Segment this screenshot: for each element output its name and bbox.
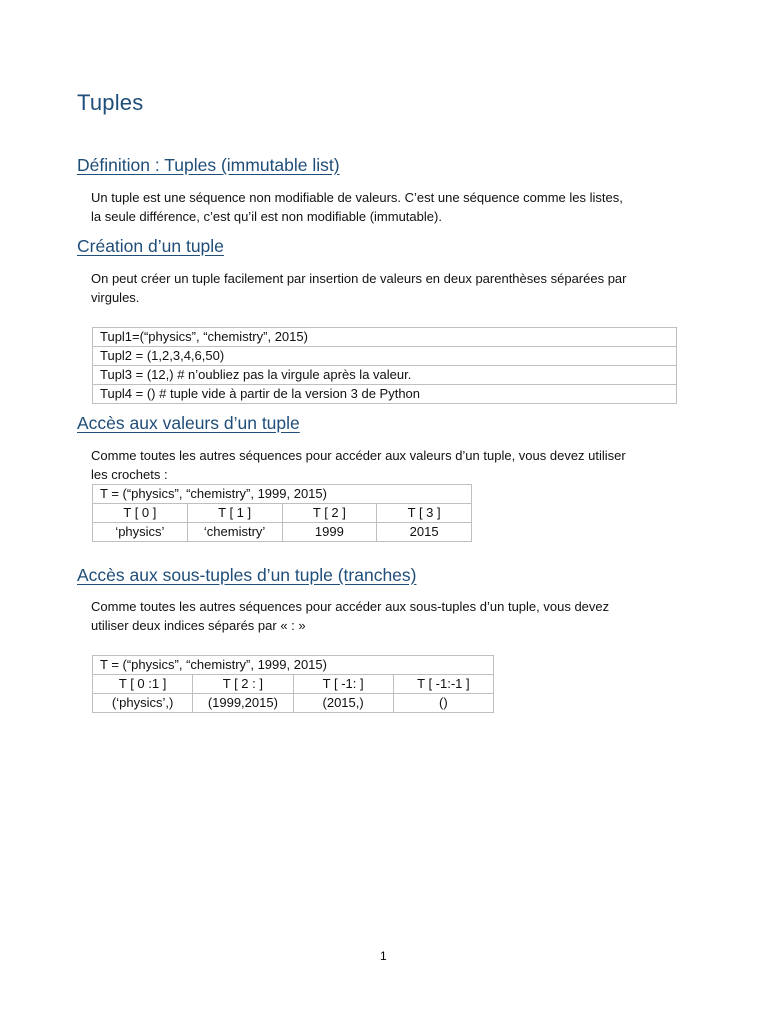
access-line: les crochets : (91, 467, 168, 482)
creation-paragraph (91, 269, 691, 307)
index-header-cell: T [ 2 ] (282, 504, 377, 523)
definition-line: la seule différence, c’est qu’il est non modifiable (immutable). (91, 209, 442, 224)
table-row (93, 385, 677, 404)
slices-paragraph (91, 597, 691, 635)
slices-table (92, 655, 494, 713)
value-cell: (2015,) (293, 694, 393, 713)
page-number: 1 (380, 949, 387, 963)
slice-header-cell: T [ 2 : ] (193, 675, 293, 694)
heading-definition: Définition : Tuples (immutable list) (77, 155, 340, 175)
heading-access: Accès aux valeurs d’un tuple (77, 413, 300, 433)
code-cell: Tupl3 = (12,) # n’oubliez pas la virgule après la valeur. (93, 366, 677, 385)
heading-creation: Création d’un tuple (77, 236, 224, 256)
code-cell: Tupl2 = (1,2,3,4,6,50) (93, 347, 677, 366)
access-index-table (92, 484, 472, 542)
table-row (93, 485, 472, 504)
table-caption-cell: T = (“physics”, “chemistry”, 1999, 2015) (93, 485, 472, 504)
access-line: Comme toutes les autres séquences pour accéder aux valeurs d’un tuple, vous devez utiliser (91, 448, 626, 463)
value-cell: (1999,2015) (193, 694, 293, 713)
slices-line: Comme toutes les autres séquences pour accéder aux sous-tuples d’un tuple, vous devez (91, 599, 610, 614)
access-paragraph (91, 446, 691, 484)
creation-line: On peut créer un tuple facilement par insertion de valeurs en deux parenthèses séparées par (91, 271, 627, 286)
table-row (93, 656, 494, 675)
table-row (93, 328, 677, 347)
value-cell: ‘physics’ (93, 523, 188, 542)
code-cell: Tupl4 = () # tuple vide à partir de la version 3 de Python (93, 385, 677, 404)
slice-header-cell: T [ -1: ] (293, 675, 393, 694)
heading-slices: Accès aux sous-tuples d’un tuple (tranches) (77, 565, 417, 585)
index-header-cell: T [ 3 ] (377, 504, 472, 523)
creation-line: virgules. (91, 290, 140, 305)
code-cell: Tupl1=(“physics”, “chemistry”, 2015) (93, 328, 677, 347)
page-title: Tuples (77, 90, 144, 115)
value-cell: (‘physics’,) (93, 694, 193, 713)
definition-paragraph (91, 188, 691, 226)
value-cell: 1999 (282, 523, 377, 542)
value-cell: () (393, 694, 493, 713)
slice-header-cell: T [ -1:-1 ] (393, 675, 493, 694)
table-row (93, 347, 677, 366)
table-row (93, 366, 677, 385)
index-header-cell: T [ 0 ] (93, 504, 188, 523)
index-header-cell: T [ 1 ] (187, 504, 282, 523)
creation-code-table (92, 327, 677, 404)
table-caption-cell: T = (“physics”, “chemistry”, 1999, 2015) (93, 656, 494, 675)
table-row (93, 523, 472, 542)
definition-line: Un tuple est une séquence non modifiable de valeurs. C’est une séquence comme les listes, (91, 190, 623, 205)
slices-line: utiliser deux indices séparés par « : » (91, 618, 306, 633)
value-cell: ‘chemistry’ (187, 523, 282, 542)
table-row (93, 504, 472, 523)
slice-header-cell: T [ 0 :1 ] (93, 675, 193, 694)
table-row (93, 694, 494, 713)
value-cell: 2015 (377, 523, 472, 542)
table-row (93, 675, 494, 694)
